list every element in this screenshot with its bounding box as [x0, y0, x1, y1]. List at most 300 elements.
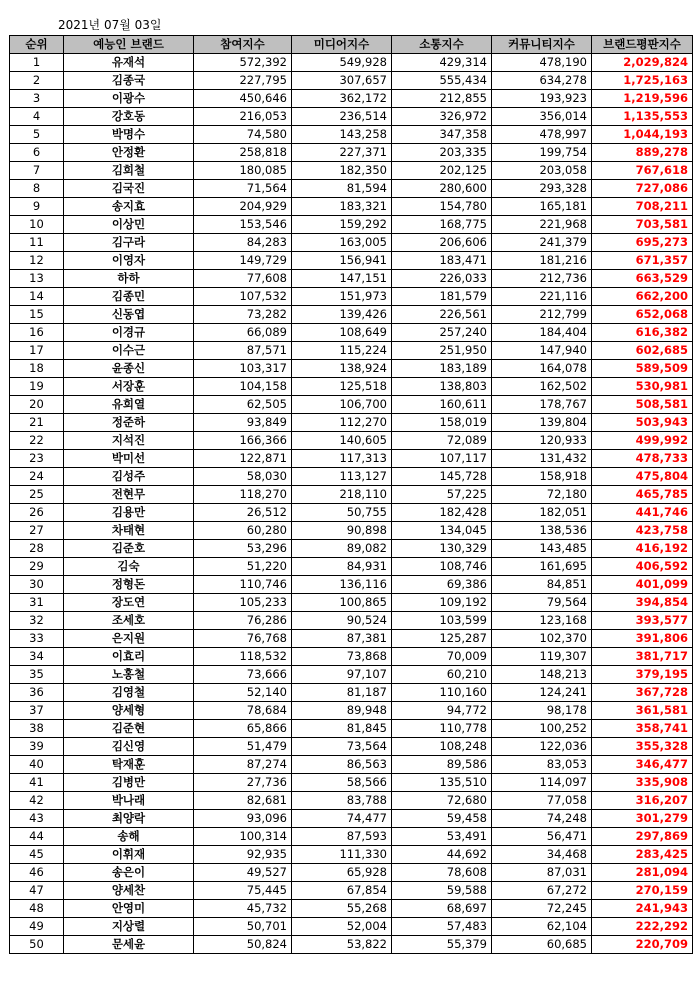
table-row: [10, 144, 693, 162]
cell-brand-reputation: 391,806: [592, 630, 693, 648]
cell-brand-reputation: 381,717: [592, 648, 693, 666]
cell-media: 74,477: [292, 810, 392, 828]
cell-rank: 20: [10, 396, 64, 414]
cell-rank: 6: [10, 144, 64, 162]
cell-rank: 30: [10, 576, 64, 594]
cell-brand-name: 은지원: [64, 630, 194, 648]
cell-brand-reputation: 703,581: [592, 216, 693, 234]
cell-brand-name: 노홍철: [64, 666, 194, 684]
cell-media: 218,110: [292, 486, 392, 504]
cell-communication: 130,329: [392, 540, 492, 558]
cell-brand-reputation: 1,725,163: [592, 72, 693, 90]
cell-media: 227,371: [292, 144, 392, 162]
cell-community: 221,968: [492, 216, 592, 234]
cell-participation: 87,274: [194, 756, 292, 774]
cell-brand-reputation: 297,869: [592, 828, 693, 846]
cell-community: 83,053: [492, 756, 592, 774]
cell-communication: 145,728: [392, 468, 492, 486]
cell-communication: 109,192: [392, 594, 492, 612]
table-row: [10, 828, 693, 846]
cell-participation: 71,564: [194, 180, 292, 198]
table-row: [10, 450, 693, 468]
cell-rank: 21: [10, 414, 64, 432]
table-row: [10, 252, 693, 270]
table-row: [10, 306, 693, 324]
cell-rank: 32: [10, 612, 64, 630]
cell-media: 182,350: [292, 162, 392, 180]
cell-rank: 33: [10, 630, 64, 648]
cell-media: 87,593: [292, 828, 392, 846]
cell-brand-name: 정형돈: [64, 576, 194, 594]
table-header-row: [10, 36, 693, 54]
cell-community: 87,031: [492, 864, 592, 882]
cell-brand-name: 유희열: [64, 396, 194, 414]
table-row: [10, 900, 693, 918]
cell-brand-reputation: 346,477: [592, 756, 693, 774]
cell-rank: 12: [10, 252, 64, 270]
cell-brand-reputation: 663,529: [592, 270, 693, 288]
cell-brand-reputation: 767,618: [592, 162, 693, 180]
cell-community: 356,014: [492, 108, 592, 126]
cell-brand-name: 서장훈: [64, 378, 194, 396]
cell-community: 203,058: [492, 162, 592, 180]
cell-communication: 154,780: [392, 198, 492, 216]
table-row: [10, 540, 693, 558]
cell-participation: 110,746: [194, 576, 292, 594]
cell-communication: 138,803: [392, 378, 492, 396]
cell-brand-name: 양세찬: [64, 882, 194, 900]
cell-brand-name: 김준호: [64, 540, 194, 558]
cell-community: 178,767: [492, 396, 592, 414]
cell-brand-reputation: 281,094: [592, 864, 693, 882]
cell-rank: 1: [10, 54, 64, 72]
cell-brand-reputation: 406,592: [592, 558, 693, 576]
table-row: [10, 162, 693, 180]
cell-communication: 57,225: [392, 486, 492, 504]
cell-communication: 158,019: [392, 414, 492, 432]
cell-rank: 39: [10, 738, 64, 756]
cell-community: 72,180: [492, 486, 592, 504]
cell-communication: 53,491: [392, 828, 492, 846]
cell-rank: 49: [10, 918, 64, 936]
cell-brand-reputation: 1,044,193: [592, 126, 693, 144]
cell-community: 120,933: [492, 432, 592, 450]
cell-media: 73,868: [292, 648, 392, 666]
cell-communication: 134,045: [392, 522, 492, 540]
cell-participation: 66,089: [194, 324, 292, 342]
cell-brand-reputation: 465,785: [592, 486, 693, 504]
cell-brand-reputation: 662,200: [592, 288, 693, 306]
table-row: [10, 432, 693, 450]
cell-participation: 450,646: [194, 90, 292, 108]
cell-brand-name: 이경규: [64, 324, 194, 342]
cell-community: 72,245: [492, 900, 592, 918]
table-row: [10, 180, 693, 198]
cell-community: 212,799: [492, 306, 592, 324]
table-row: [10, 198, 693, 216]
cell-brand-name: 김용만: [64, 504, 194, 522]
cell-brand-reputation: 220,709: [592, 936, 693, 954]
cell-participation: 50,824: [194, 936, 292, 954]
table-row: [10, 54, 693, 72]
cell-community: 100,252: [492, 720, 592, 738]
cell-brand-reputation: 301,279: [592, 810, 693, 828]
cell-rank: 23: [10, 450, 64, 468]
cell-media: 183,321: [292, 198, 392, 216]
cell-community: 34,468: [492, 846, 592, 864]
cell-communication: 72,680: [392, 792, 492, 810]
cell-participation: 76,286: [194, 612, 292, 630]
cell-media: 115,224: [292, 342, 392, 360]
cell-rank: 50: [10, 936, 64, 954]
cell-brand-reputation: 316,207: [592, 792, 693, 810]
cell-brand-name: 김성주: [64, 468, 194, 486]
cell-brand-name: 신동엽: [64, 306, 194, 324]
cell-communication: 347,358: [392, 126, 492, 144]
column-header-participation: 참여지수: [194, 36, 292, 54]
cell-rank: 11: [10, 234, 64, 252]
table-row: [10, 738, 693, 756]
cell-media: 89,082: [292, 540, 392, 558]
cell-community: 67,272: [492, 882, 592, 900]
cell-participation: 204,929: [194, 198, 292, 216]
cell-communication: 69,386: [392, 576, 492, 594]
cell-community: 478,190: [492, 54, 592, 72]
cell-brand-reputation: 499,992: [592, 432, 693, 450]
cell-participation: 53,296: [194, 540, 292, 558]
cell-media: 50,755: [292, 504, 392, 522]
table-row: [10, 720, 693, 738]
cell-brand-reputation: 727,086: [592, 180, 693, 198]
cell-brand-reputation: 379,195: [592, 666, 693, 684]
cell-community: 199,754: [492, 144, 592, 162]
cell-media: 65,928: [292, 864, 392, 882]
cell-brand-name: 강호동: [64, 108, 194, 126]
cell-participation: 51,479: [194, 738, 292, 756]
cell-media: 113,127: [292, 468, 392, 486]
cell-participation: 50,701: [194, 918, 292, 936]
cell-rank: 14: [10, 288, 64, 306]
cell-rank: 4: [10, 108, 64, 126]
cell-rank: 36: [10, 684, 64, 702]
cell-media: 81,845: [292, 720, 392, 738]
cell-media: 52,004: [292, 918, 392, 936]
table-row: [10, 396, 693, 414]
cell-media: 549,928: [292, 54, 392, 72]
cell-brand-reputation: 503,943: [592, 414, 693, 432]
cell-brand-name: 박나래: [64, 792, 194, 810]
cell-rank: 18: [10, 360, 64, 378]
cell-rank: 42: [10, 792, 64, 810]
cell-brand-name: 김영철: [64, 684, 194, 702]
cell-brand-name: 이상민: [64, 216, 194, 234]
cell-rank: 45: [10, 846, 64, 864]
cell-community: 162,502: [492, 378, 592, 396]
table-row: [10, 324, 693, 342]
cell-brand-name: 김종국: [64, 72, 194, 90]
cell-communication: 107,117: [392, 450, 492, 468]
cell-brand-name: 안정환: [64, 144, 194, 162]
cell-brand-reputation: 695,273: [592, 234, 693, 252]
cell-brand-name: 문세윤: [64, 936, 194, 954]
cell-rank: 47: [10, 882, 64, 900]
table-row: [10, 504, 693, 522]
cell-participation: 26,512: [194, 504, 292, 522]
cell-participation: 93,849: [194, 414, 292, 432]
table-row: [10, 612, 693, 630]
brand-ranking-table: [9, 35, 693, 954]
cell-communication: 181,579: [392, 288, 492, 306]
cell-rank: 13: [10, 270, 64, 288]
cell-brand-reputation: 1,135,553: [592, 108, 693, 126]
table-row: [10, 648, 693, 666]
cell-rank: 7: [10, 162, 64, 180]
cell-brand-reputation: 530,981: [592, 378, 693, 396]
cell-rank: 27: [10, 522, 64, 540]
cell-participation: 227,795: [194, 72, 292, 90]
cell-rank: 16: [10, 324, 64, 342]
cell-media: 125,518: [292, 378, 392, 396]
cell-community: 84,851: [492, 576, 592, 594]
table-row: [10, 288, 693, 306]
cell-participation: 77,608: [194, 270, 292, 288]
cell-brand-name: 정준하: [64, 414, 194, 432]
cell-participation: 104,158: [194, 378, 292, 396]
cell-community: 56,471: [492, 828, 592, 846]
cell-community: 124,241: [492, 684, 592, 702]
cell-rank: 26: [10, 504, 64, 522]
cell-media: 100,865: [292, 594, 392, 612]
cell-brand-name: 송은이: [64, 864, 194, 882]
cell-brand-name: 김숙: [64, 558, 194, 576]
table-row: [10, 234, 693, 252]
cell-brand-reputation: 355,328: [592, 738, 693, 756]
cell-participation: 107,532: [194, 288, 292, 306]
cell-brand-reputation: 441,746: [592, 504, 693, 522]
cell-brand-name: 지석진: [64, 432, 194, 450]
cell-communication: 326,972: [392, 108, 492, 126]
cell-rank: 3: [10, 90, 64, 108]
cell-communication: 55,379: [392, 936, 492, 954]
cell-communication: 94,772: [392, 702, 492, 720]
table-row: [10, 576, 693, 594]
cell-communication: 183,189: [392, 360, 492, 378]
cell-media: 151,973: [292, 288, 392, 306]
cell-rank: 19: [10, 378, 64, 396]
cell-brand-name: 이영자: [64, 252, 194, 270]
table-row: [10, 72, 693, 90]
cell-communication: 59,588: [392, 882, 492, 900]
cell-media: 136,116: [292, 576, 392, 594]
cell-participation: 105,233: [194, 594, 292, 612]
cell-communication: 168,775: [392, 216, 492, 234]
cell-media: 84,931: [292, 558, 392, 576]
cell-media: 86,563: [292, 756, 392, 774]
date-label: 2021년 07월 03일: [58, 18, 162, 32]
cell-brand-reputation: 416,192: [592, 540, 693, 558]
table-row: [10, 774, 693, 792]
column-header-community: 커뮤니티지수: [492, 36, 592, 54]
cell-brand-reputation: 478,733: [592, 450, 693, 468]
table-row: [10, 270, 693, 288]
cell-communication: 59,458: [392, 810, 492, 828]
cell-media: 159,292: [292, 216, 392, 234]
cell-communication: 57,483: [392, 918, 492, 936]
table-row: [10, 90, 693, 108]
table-row: [10, 864, 693, 882]
cell-media: 53,822: [292, 936, 392, 954]
table-row: [10, 558, 693, 576]
cell-rank: 5: [10, 126, 64, 144]
cell-community: 241,379: [492, 234, 592, 252]
cell-community: 102,370: [492, 630, 592, 648]
cell-participation: 73,282: [194, 306, 292, 324]
column-header-rank: 순위: [10, 36, 64, 54]
cell-brand-name: 안영미: [64, 900, 194, 918]
cell-participation: 52,140: [194, 684, 292, 702]
cell-participation: 122,871: [194, 450, 292, 468]
cell-media: 90,524: [292, 612, 392, 630]
cell-brand-name: 이효리: [64, 648, 194, 666]
table-row: [10, 630, 693, 648]
cell-brand-name: 김희철: [64, 162, 194, 180]
cell-communication: 212,855: [392, 90, 492, 108]
cell-brand-name: 탁재훈: [64, 756, 194, 774]
cell-media: 58,566: [292, 774, 392, 792]
cell-community: 60,685: [492, 936, 592, 954]
cell-media: 117,313: [292, 450, 392, 468]
table-row: [10, 522, 693, 540]
cell-brand-reputation: 423,758: [592, 522, 693, 540]
cell-brand-name: 하하: [64, 270, 194, 288]
cell-brand-name: 조세호: [64, 612, 194, 630]
cell-rank: 41: [10, 774, 64, 792]
cell-communication: 108,248: [392, 738, 492, 756]
cell-rank: 10: [10, 216, 64, 234]
table-row: [10, 216, 693, 234]
table-row: [10, 342, 693, 360]
cell-community: 165,181: [492, 198, 592, 216]
cell-community: 634,278: [492, 72, 592, 90]
cell-brand-name: 차태현: [64, 522, 194, 540]
cell-communication: 202,125: [392, 162, 492, 180]
table-row: [10, 486, 693, 504]
cell-rank: 48: [10, 900, 64, 918]
cell-participation: 166,366: [194, 432, 292, 450]
cell-participation: 84,283: [194, 234, 292, 252]
cell-brand-reputation: 335,908: [592, 774, 693, 792]
cell-media: 55,268: [292, 900, 392, 918]
cell-brand-name: 이광수: [64, 90, 194, 108]
table-row: [10, 918, 693, 936]
cell-brand-name: 김구라: [64, 234, 194, 252]
column-header-brand: 예능인 브랜드: [64, 36, 194, 54]
cell-rank: 46: [10, 864, 64, 882]
cell-participation: 82,681: [194, 792, 292, 810]
cell-media: 90,898: [292, 522, 392, 540]
cell-participation: 58,030: [194, 468, 292, 486]
cell-media: 108,649: [292, 324, 392, 342]
cell-communication: 226,033: [392, 270, 492, 288]
cell-community: 161,695: [492, 558, 592, 576]
cell-brand-reputation: 401,099: [592, 576, 693, 594]
table-row: [10, 702, 693, 720]
cell-brand-reputation: 222,292: [592, 918, 693, 936]
cell-media: 97,107: [292, 666, 392, 684]
cell-communication: 89,586: [392, 756, 492, 774]
cell-media: 87,381: [292, 630, 392, 648]
cell-brand-name: 송지효: [64, 198, 194, 216]
cell-community: 123,168: [492, 612, 592, 630]
cell-media: 73,564: [292, 738, 392, 756]
cell-participation: 572,392: [194, 54, 292, 72]
cell-rank: 2: [10, 72, 64, 90]
cell-communication: 203,335: [392, 144, 492, 162]
cell-brand-reputation: 589,509: [592, 360, 693, 378]
cell-participation: 118,532: [194, 648, 292, 666]
table-row: [10, 846, 693, 864]
cell-rank: 17: [10, 342, 64, 360]
cell-communication: 226,561: [392, 306, 492, 324]
cell-participation: 65,866: [194, 720, 292, 738]
cell-brand-reputation: 358,741: [592, 720, 693, 738]
cell-participation: 92,935: [194, 846, 292, 864]
cell-community: 221,116: [492, 288, 592, 306]
cell-community: 139,804: [492, 414, 592, 432]
cell-brand-name: 송해: [64, 828, 194, 846]
cell-media: 156,941: [292, 252, 392, 270]
cell-brand-reputation: 361,581: [592, 702, 693, 720]
cell-brand-name: 전현무: [64, 486, 194, 504]
table-row: [10, 936, 693, 954]
cell-communication: 108,746: [392, 558, 492, 576]
cell-community: 158,918: [492, 468, 592, 486]
table-row: [10, 594, 693, 612]
cell-rank: 15: [10, 306, 64, 324]
cell-participation: 60,280: [194, 522, 292, 540]
cell-community: 212,736: [492, 270, 592, 288]
cell-community: 147,940: [492, 342, 592, 360]
table-row: [10, 126, 693, 144]
cell-media: 111,330: [292, 846, 392, 864]
cell-rank: 38: [10, 720, 64, 738]
table-body: [10, 54, 693, 954]
cell-rank: 34: [10, 648, 64, 666]
cell-participation: 62,505: [194, 396, 292, 414]
table-row: [10, 666, 693, 684]
cell-brand-name: 김종민: [64, 288, 194, 306]
cell-community: 79,564: [492, 594, 592, 612]
cell-participation: 149,729: [194, 252, 292, 270]
cell-participation: 100,314: [194, 828, 292, 846]
cell-participation: 118,270: [194, 486, 292, 504]
cell-community: 164,078: [492, 360, 592, 378]
cell-communication: 555,434: [392, 72, 492, 90]
table-row: [10, 108, 693, 126]
cell-brand-name: 이휘재: [64, 846, 194, 864]
cell-rank: 25: [10, 486, 64, 504]
cell-media: 236,514: [292, 108, 392, 126]
cell-community: 74,248: [492, 810, 592, 828]
cell-brand-reputation: 475,804: [592, 468, 693, 486]
cell-brand-name: 김신영: [64, 738, 194, 756]
cell-communication: 125,287: [392, 630, 492, 648]
cell-media: 362,172: [292, 90, 392, 108]
cell-brand-name: 박미선: [64, 450, 194, 468]
cell-participation: 216,053: [194, 108, 292, 126]
cell-brand-name: 윤종신: [64, 360, 194, 378]
cell-communication: 68,697: [392, 900, 492, 918]
